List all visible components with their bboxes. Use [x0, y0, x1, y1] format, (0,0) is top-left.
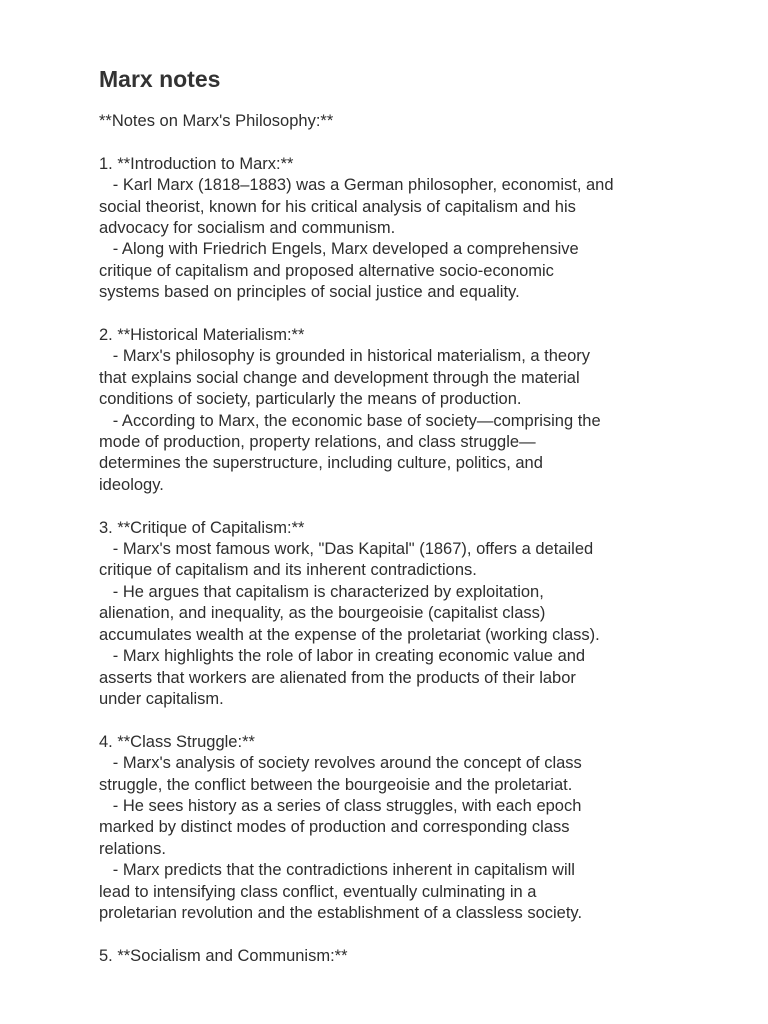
- section-class-struggle: [99, 732, 698, 925]
- section-line: under capitalism.: [99, 689, 224, 708]
- section-line: - Along with Friedrich Engels, Marx developed a comprehensive: [99, 240, 579, 259]
- section-line: conditions of society, particularly the means of production.: [99, 390, 522, 409]
- section-heading: 2. **Historical Materialism:**: [99, 326, 305, 345]
- section-critique-of-capitalism: [99, 518, 698, 711]
- section-line: mode of production, property relations, and class struggle—: [99, 433, 536, 452]
- section-line: systems based on principles of social justice and equality.: [99, 283, 520, 302]
- section-line: determines the superstructure, including culture, politics, and: [99, 454, 543, 473]
- section-line: critique of capitalism and its inherent contradictions.: [99, 561, 477, 580]
- section-line: - He sees history as a series of class struggles, with each epoch: [99, 796, 582, 815]
- section-heading: 3. **Critique of Capitalism:**: [99, 518, 305, 537]
- section-line: marked by distinct modes of production and corresponding class: [99, 818, 570, 837]
- section-line: ideology.: [99, 475, 164, 494]
- section-line: advocacy for socialism and communism.: [99, 219, 396, 238]
- section-line: lead to intensifying class conflict, eventually culminating in a: [99, 882, 537, 901]
- section-line: - Marx's philosophy is grounded in historical materialism, a theory: [99, 347, 591, 366]
- section-line: accumulates wealth at the expense of the proletariat (working class).: [99, 625, 600, 644]
- section-line: - Karl Marx (1818–1883) was a German philosopher, economist, and: [99, 176, 614, 195]
- section-line: proletarian revolution and the establishment of a classless society.: [99, 903, 583, 922]
- paragraph-gap: [99, 924, 698, 945]
- section-socialism-communism: [99, 946, 698, 967]
- section-line: - According to Marx, the economic base of society—comprising the: [99, 411, 601, 430]
- section-line: asserts that workers are alienated from the products of their labor: [99, 668, 576, 687]
- section-introduction: [99, 154, 698, 304]
- section-line: - Marx's analysis of society revolves around the concept of class: [99, 754, 582, 773]
- paragraph-gap: [99, 304, 698, 325]
- note-heading: **Notes on Marx's Philosophy:**: [99, 112, 334, 130]
- section-line: critique of capitalism and proposed alternative socio-economic: [99, 261, 554, 280]
- section-line: relations.: [99, 839, 166, 858]
- note-title: Marx notes: [99, 66, 221, 92]
- section-line: that explains social change and development through the material: [99, 368, 580, 387]
- section-line: - He argues that capitalism is characterized by exploitation,: [99, 582, 544, 601]
- section-heading: 1. **Introduction to Marx:**: [99, 154, 294, 173]
- paragraph-gap: [99, 132, 698, 153]
- section-line: social theorist, known for his critical analysis of capitalism and his: [99, 197, 576, 216]
- section-heading: 4. **Class Struggle:**: [99, 732, 255, 751]
- section-historical-materialism: [99, 325, 698, 496]
- section-heading: 5. **Socialism and Communism:**: [99, 946, 348, 965]
- section-line: struggle, the conflict between the bourgeoisie and the proletariat.: [99, 775, 573, 794]
- section-line: - Marx highlights the role of labor in creating economic value and: [99, 647, 586, 666]
- section-line: - Marx's most famous work, "Das Kapital" (1867), offers a detailed: [99, 540, 594, 559]
- paragraph-gap: [99, 710, 698, 731]
- section-line: - Marx predicts that the contradictions inherent in capitalism will: [99, 861, 575, 880]
- section-line: alienation, and inequality, as the bourgeoisie (capitalist class): [99, 604, 546, 623]
- paragraph-gap: [99, 496, 698, 517]
